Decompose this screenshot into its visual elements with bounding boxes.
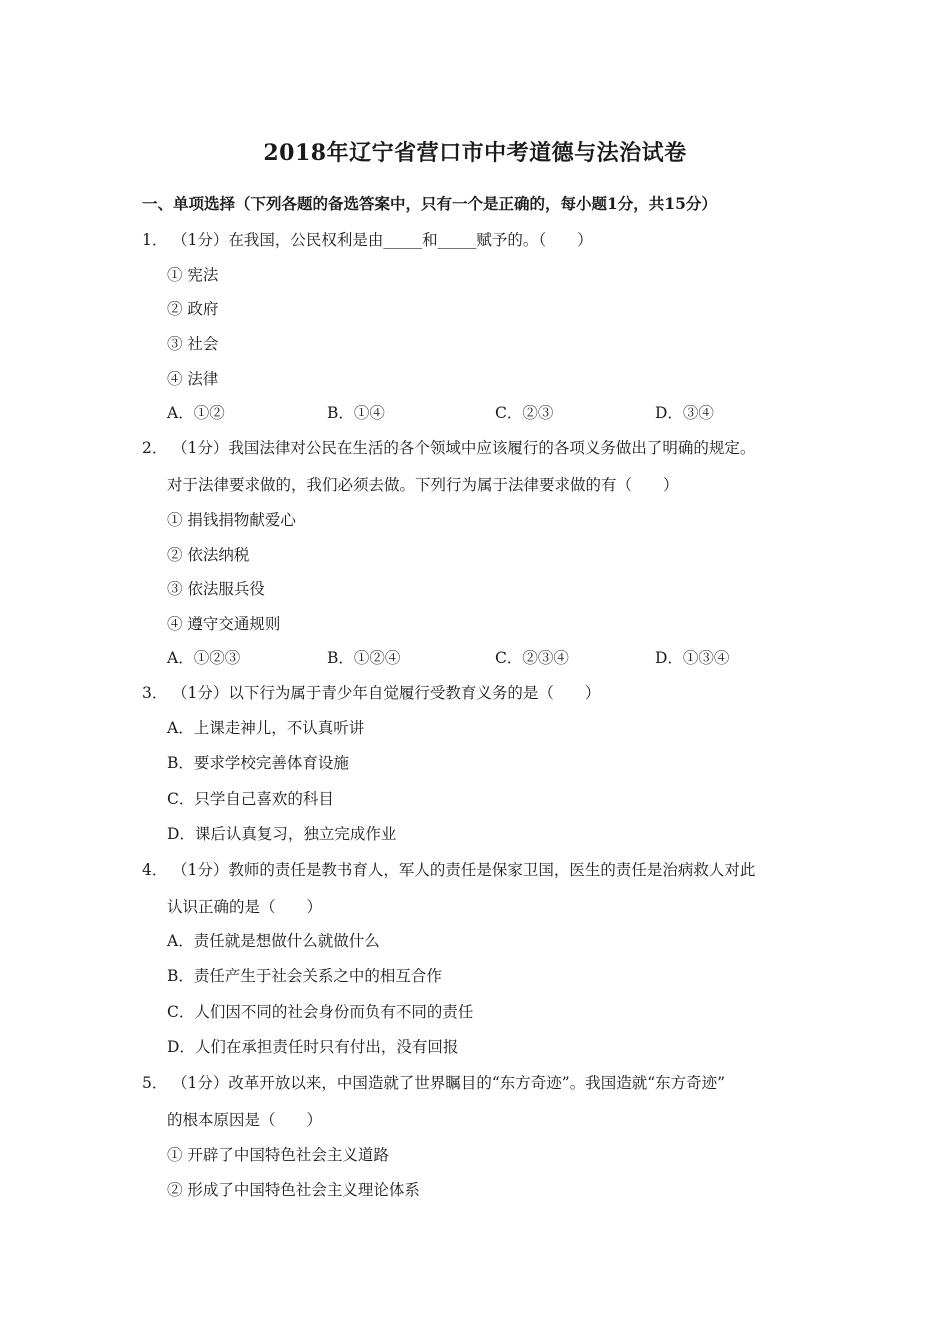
question-text: （1分）在我国，公民权利是由_____和_____赋予的。（ ） [172, 231, 593, 249]
question-1-item: ③ 社会 [167, 335, 219, 353]
question-text: （1分）以下行为属于青少年自觉履行受教育义务的是（ ） [172, 684, 601, 702]
question-2-item: ③ 依法服兵役 [167, 580, 265, 598]
question-4-option-b: B．责任产生于社会关系之中的相互合作 [167, 967, 442, 985]
question-1-item: ① 宪法 [167, 266, 219, 284]
question-1-stem [142, 228, 593, 250]
question-1-item: ② 政府 [167, 300, 219, 318]
question-3-option-c: C．只学自己喜欢的科目 [167, 790, 334, 808]
page-title: 2018年辽宁省营口市中考道德与法治试卷 [263, 140, 687, 166]
question-text: （1分）我国法律对公民在生活的各个领域中应该履行的各项义务做出了明确的规定。 [172, 439, 756, 457]
question-4-option-a: A．责任就是想做什么就做什么 [167, 932, 380, 950]
question-1-item: ④ 法律 [167, 370, 219, 388]
question-number: 4． [142, 861, 168, 879]
question-5-stem [142, 1071, 725, 1093]
question-5-item: ① 开辟了中国特色社会主义道路 [167, 1146, 389, 1164]
question-3-option-b: B．要求学校完善体育设施 [167, 754, 349, 772]
question-5-stem-cont: 的根本原因是（ ） [167, 1111, 323, 1129]
question-2-stem-cont: 对于法律要求做的，我们必须去做。下列行为属于法律要求做的有（ ） [167, 476, 679, 494]
option-c: C．②③ [495, 404, 554, 422]
question-2-item: ① 捐钱捐物献爱心 [167, 511, 296, 529]
question-4-stem-cont: 认识正确的是（ ） [167, 898, 323, 916]
question-text: （1分）教师的责任是教书育人，军人的责任是保家卫国，医生的责任是治病救人对此 [172, 861, 756, 879]
option-a: A．①② [167, 404, 225, 422]
question-2-stem [142, 436, 755, 458]
question-number: 1． [142, 231, 168, 249]
question-4-option-c: C．人们因不同的社会身份而负有不同的责任 [167, 1003, 474, 1021]
option-d: D．①③④ [655, 649, 730, 667]
option-c: C．②③④ [495, 649, 569, 667]
question-4-option-d: D．人们在承担责任时只有付出，没有回报 [167, 1038, 459, 1056]
question-number: 3． [142, 684, 168, 702]
question-5-item: ② 形成了中国特色社会主义理论体系 [167, 1181, 420, 1199]
option-d: D．③④ [655, 404, 714, 422]
question-4-stem [142, 858, 755, 880]
question-3-stem [142, 681, 600, 703]
option-b: B．①②④ [327, 649, 401, 667]
question-2-item: ④ 遵守交通规则 [167, 615, 281, 633]
question-text: （1分）改革开放以来，中国造就了世界瞩目的“东方奇迹”。我国造就“东方奇迹” [172, 1074, 726, 1092]
question-3-option-d: D．课后认真复习，独立完成作业 [167, 825, 397, 843]
question-number: 2． [142, 439, 168, 457]
question-2-item: ② 依法纳税 [167, 546, 250, 564]
section-heading: 一、单项选择（下列各题的备选答案中，只有一个是正确的，每小题1分，共15分） [142, 194, 717, 213]
option-a: A．①②③ [167, 649, 241, 667]
question-3-option-a: A．上课走神儿，不认真听讲 [167, 719, 365, 737]
option-b: B．①④ [327, 404, 385, 422]
question-number: 5． [142, 1074, 168, 1092]
